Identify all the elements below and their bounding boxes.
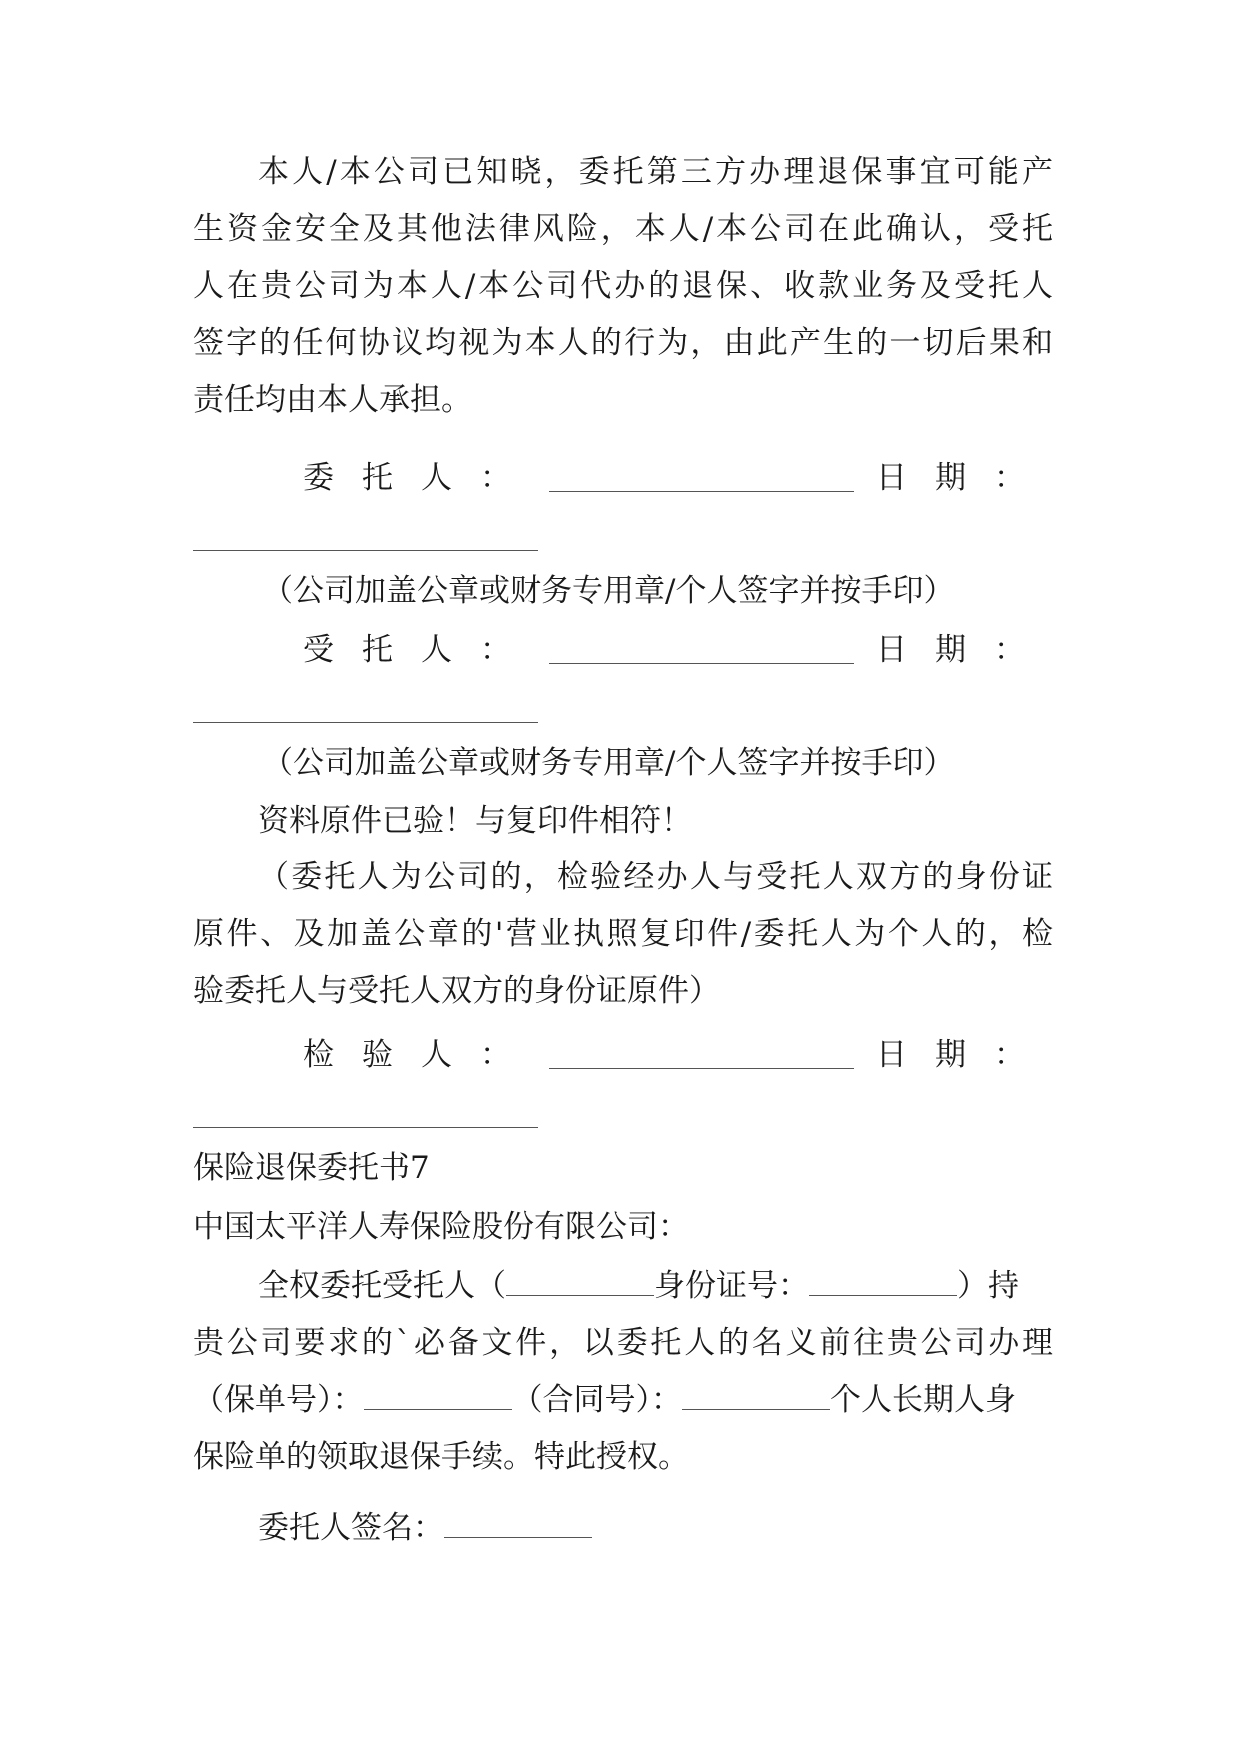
- sig2-date-blank: [193, 722, 538, 723]
- contract-number-blank: [682, 1383, 830, 1410]
- para2-l3-a: （保单号）：: [193, 1382, 364, 1418]
- para1-line-5: 责任均由本人承担。: [193, 382, 472, 418]
- sig1-label: 委托人：: [303, 460, 539, 496]
- addressee: 中国太平洋人寿保险股份有限公司：: [193, 1209, 689, 1245]
- id-number-blank: [809, 1269, 957, 1296]
- trustee-name-blank: [506, 1269, 654, 1296]
- sig2-blank: [549, 637, 854, 664]
- verified-statement: 资料原件已验！与复印件相符！: [258, 803, 692, 839]
- note3-line-3: 验委托人与受托人双方的身份证原件）: [193, 973, 720, 1009]
- sig1-date-label: 日期：: [876, 460, 1053, 496]
- signature-blank: [444, 1511, 592, 1538]
- para1-line-1: 本人/本公司已知晓，委托第三方办理退保事宜可能产: [258, 154, 1053, 190]
- signature-row: [258, 1508, 1053, 1548]
- sig1-row: [303, 458, 1053, 498]
- para2-line-2: 贵公司要求的`必备文件，以委托人的名义前往贵公司办理: [193, 1325, 1053, 1361]
- note3-line-2: 原件、及加盖公章的'营业执照复印件/委托人为个人的，检: [193, 916, 1053, 952]
- para2-l1-a: 全权委托受托人（: [258, 1268, 506, 1304]
- para2-line-4: 保险单的领取退保手续。特此授权。: [193, 1439, 689, 1475]
- note3-line-1: （委托人为公司的，检验经办人与受托人双方的身份证: [258, 859, 1053, 895]
- signature-label: 委托人签名：: [258, 1510, 444, 1546]
- policy-number-blank: [364, 1383, 512, 1410]
- note1: （公司加盖公章或财务专用章/个人签字并按手印）: [262, 573, 955, 609]
- para2-l1-b: 身份证号：: [654, 1268, 809, 1304]
- sig3-date-blank: [193, 1127, 538, 1128]
- sig2-date-label: 日期：: [876, 632, 1053, 668]
- sig3-blank: [549, 1042, 854, 1069]
- section-title: 保险退保委托书7: [193, 1150, 430, 1186]
- note2: （公司加盖公章或财务专用章/个人签字并按手印）: [262, 745, 955, 781]
- para1-line-4: 签字的任何协议均视为本人的行为，由此产生的一切后果和: [193, 325, 1053, 361]
- sig2-row: [303, 630, 1053, 670]
- para2-line-1: [258, 1266, 1053, 1306]
- para2-l1-c: ）持: [957, 1268, 1019, 1304]
- sig3-row: [303, 1035, 1053, 1075]
- para1-line-3: 人在贵公司为本人/本公司代办的退保、收款业务及受托人: [193, 268, 1053, 304]
- para2-l3-c: 个人长期人身: [830, 1382, 1016, 1418]
- sig1-date-blank: [193, 550, 538, 551]
- para2-line-3: [193, 1380, 1053, 1420]
- sig3-label: 检验人：: [303, 1037, 539, 1073]
- sig2-label: 受托人：: [303, 632, 539, 668]
- sig3-date-label: 日期：: [876, 1037, 1053, 1073]
- sig1-blank: [549, 465, 854, 492]
- para1-line-2: 生资金安全及其他法律风险，本人/本公司在此确认，受托: [193, 211, 1053, 247]
- para2-l3-b: （合同号）：: [511, 1382, 682, 1418]
